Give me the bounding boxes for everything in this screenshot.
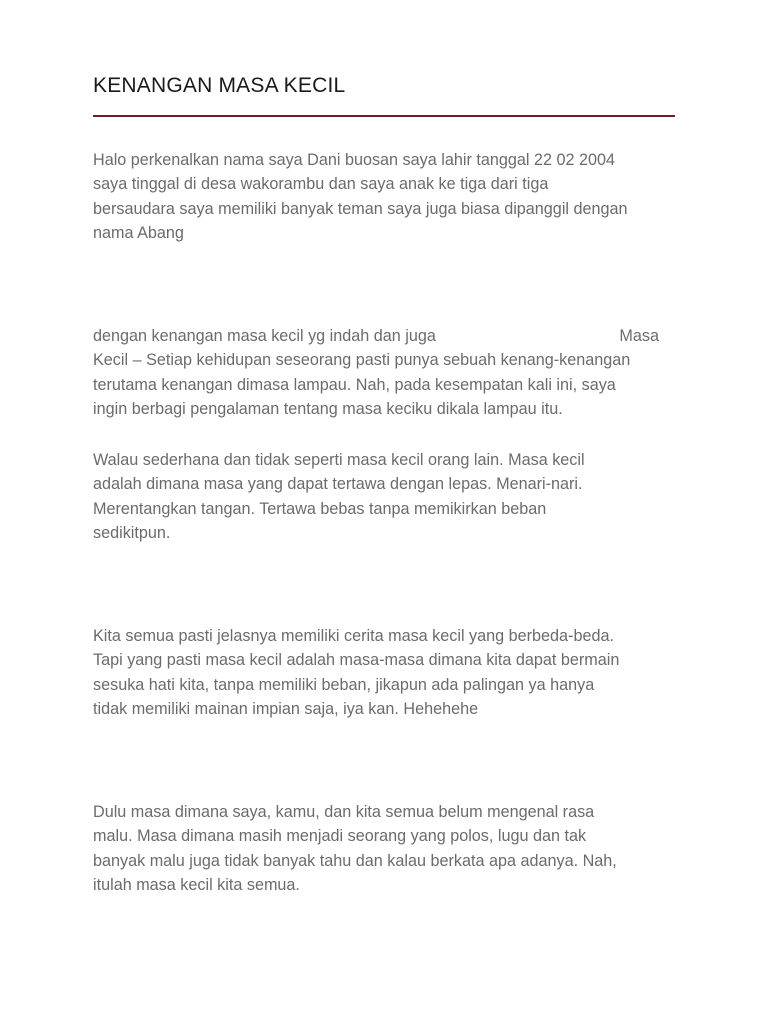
document-title: KENANGAN MASA KECIL [93,74,346,97]
paragraph-dulu-masa [93,800,675,897]
paragraph-line: Halo perkenalkan nama saya Dani buosan saya lahir tanggal 22 02 2004 [93,151,615,169]
paragraph-line: Dulu masa dimana saya, kamu, dan kita semua belum mengenal rasa [93,803,595,821]
paragraph-line: saya tinggal di desa wakorambu dan saya anak ke tiga dari tiga [93,175,549,194]
paragraph-line: Walau sederhana dan tidak seperti masa kecil orang lain. Masa kecil [93,451,585,469]
paragraph-line-left: dengan kenangan masa kecil yg indah dan juga [93,327,436,345]
paragraph-line: Kecil – Setiap kehidupan seseorang pasti punya sebuah kenang-kenangan [93,351,631,370]
paragraph-line: Tapi yang pasti masa kecil adalah masa-masa dimana kita dapat bermain [93,651,620,670]
paragraph-walau-sederhana [93,448,675,545]
paragraph-line: adalah dimana masa yang dapat tertawa dengan lepas. Menari-nari. [93,475,583,494]
paragraph-masa-kecil [93,324,675,421]
paragraph-line: tidak memiliki mainan impian saja, iya kan. Hehehehe [93,699,479,718]
paragraph-line: terutama kenangan dimasa lampau. Nah, pada kesempatan kali ini, saya [93,375,616,394]
paragraph-line-right: Masa [619,327,659,345]
paragraph-line: ingin berbagi pengalaman tentang masa keciku dikala lampau itu. [93,399,563,418]
paragraph-line: bersaudara saya memiliki banyak teman saya juga biasa dipanggil dengan [93,199,628,218]
paragraph-kita-semua [93,624,675,721]
title-divider [93,115,675,117]
paragraph-first-line [93,324,659,348]
paragraph-line: sedikitpun. [93,523,171,542]
paragraph-line: itulah masa kecil kita semua. [93,875,300,894]
paragraph-line: malu. Masa dimana masih menjadi seorang yang polos, lugu dan tak [93,827,587,846]
paragraph-line: sesuka hati kita, tanpa memiliki beban, jikapun ada palingan ya hanya [93,675,595,694]
paragraph-line: Merentangkan tangan. Tertawa bebas tanpa memikirkan beban [93,499,547,518]
paragraph-line: Kita semua pasti jelasnya memiliki cerita masa kecil yang berbeda-beda. [93,627,614,645]
paragraph-intro [93,148,675,245]
paragraph-line: nama Abang [93,223,184,242]
paragraph-line: banyak malu juga tidak banyak tahu dan kalau berkata apa adanya. Nah, [93,851,617,870]
